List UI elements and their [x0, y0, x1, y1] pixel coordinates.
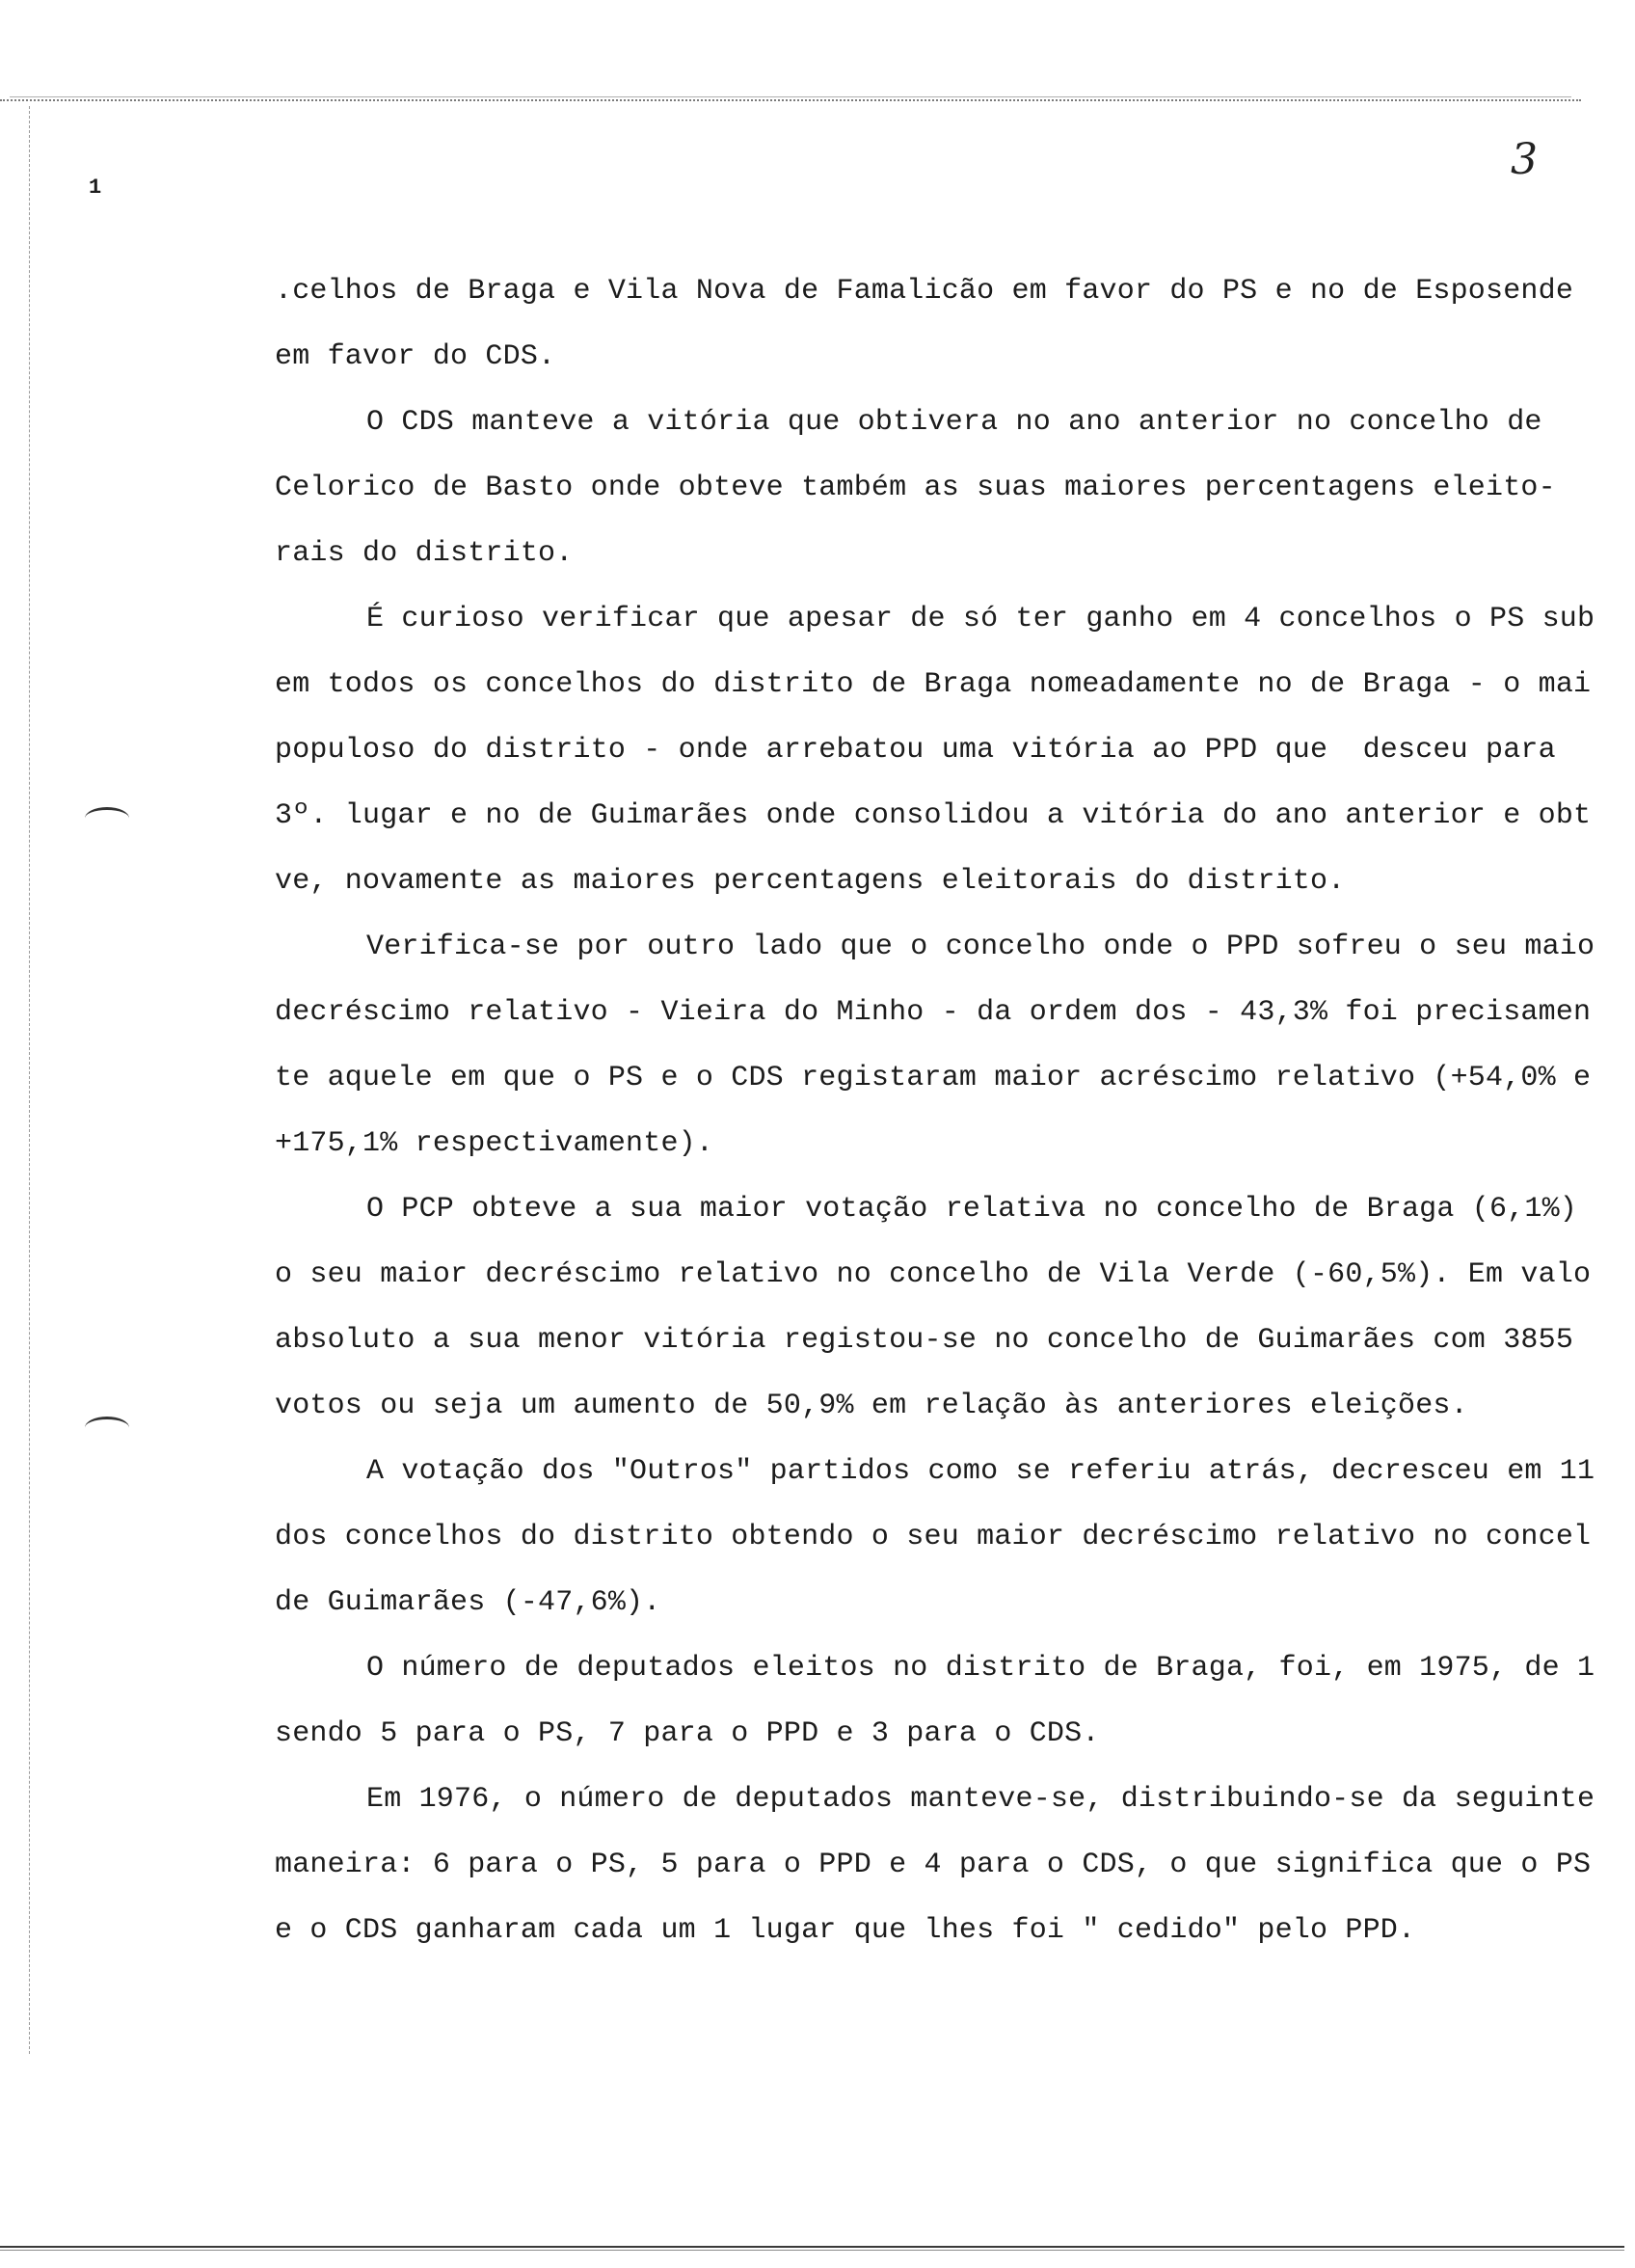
text-line: rais do distrito.	[275, 537, 574, 570]
stray-mark: 1	[89, 176, 102, 200]
text-line: O PCP obteve a sua maior votação relativa no concelho de Braga (6,1%)	[366, 1193, 1578, 1226]
bottom-rule-faint	[0, 2250, 1624, 2251]
text-line: Em 1976, o número de deputados manteve-se, distribuindo-se da seguinte	[366, 1783, 1595, 1816]
text-line: Celorico de Basto onde obteve também as suas maiores percentagens eleito-	[275, 472, 1556, 504]
typed-body-text	[275, 258, 1624, 1963]
top-rule-faint	[10, 96, 1571, 97]
text-line: Verifica-se por outro lado que o concelho onde o PPD sofreu o seu maio	[366, 931, 1595, 963]
text-line: absoluto a sua menor vitória registou-se no concelho de Guimarães com 3855	[275, 1324, 1574, 1357]
text-line: sendo 5 para o PS, 7 para o PPD e 3 para o CDS.	[275, 1717, 1100, 1750]
text-line: te aquele em que o PS e o CDS registaram maior acréscimo relativo (+54,0% e	[275, 1062, 1592, 1094]
text-line: em todos os concelhos do distrito de Braga nomeadamente no de Braga - o mai	[275, 668, 1592, 701]
text-line: maneira: 6 para o PS, 5 para o PPD e 4 para o CDS, o que significa que o PS	[275, 1849, 1592, 1881]
text-line: ve, novamente as maiores percentagens eleitorais do distrito.	[275, 865, 1346, 898]
text-line: +175,1% respectivamente).	[275, 1127, 714, 1160]
text-line: 3º. lugar e no de Guimarães onde consolidou a vitória do ano anterior e obt	[275, 799, 1592, 832]
binder-hole-mark	[85, 1417, 129, 1439]
left-margin-line	[29, 106, 30, 2054]
text-line: decréscimo relativo - Vieira do Minho - da ordem dos - 43,3% foi precisamen	[275, 996, 1592, 1029]
text-line: o seu maior decréscimo relativo no concelho de Vila Verde (-60,5%). Em valo	[275, 1258, 1592, 1291]
text-line: O número de deputados eleitos no distrito de Braga, foi, em 1975, de 1	[366, 1652, 1595, 1685]
text-line: em favor do CDS.	[275, 340, 556, 373]
text-line: A votação dos "Outros" partidos como se referiu atrás, decresceu em 11	[366, 1455, 1595, 1488]
text-line: de Guimarães (-47,6%).	[275, 1586, 661, 1619]
text-line: populoso do distrito - onde arrebatou uma vitória ao PPD que desceu para	[275, 734, 1556, 767]
text-line: É curioso verificar que apesar de só ter ganho em 4 concelhos o PS sub	[366, 603, 1595, 635]
bottom-rule	[0, 2246, 1624, 2248]
page-number: 3	[1511, 135, 1538, 184]
binder-hole-mark	[85, 807, 129, 829]
top-rule	[0, 99, 1581, 101]
text-line: .celhos de Braga e Vila Nova de Famalicão em favor do PS e no de Esposende	[275, 275, 1574, 308]
text-line: e o CDS ganharam cada um 1 lugar que lhes foi " cedido" pelo PPD.	[275, 1914, 1416, 1947]
text-line: votos ou seja um aumento de 50,9% em relação às anteriores eleições.	[275, 1390, 1468, 1422]
text-line: dos concelhos do distrito obtendo o seu maior decréscimo relativo no concel	[275, 1521, 1592, 1553]
text-line: O CDS manteve a vitória que obtivera no ano anterior no concelho de	[366, 406, 1542, 439]
